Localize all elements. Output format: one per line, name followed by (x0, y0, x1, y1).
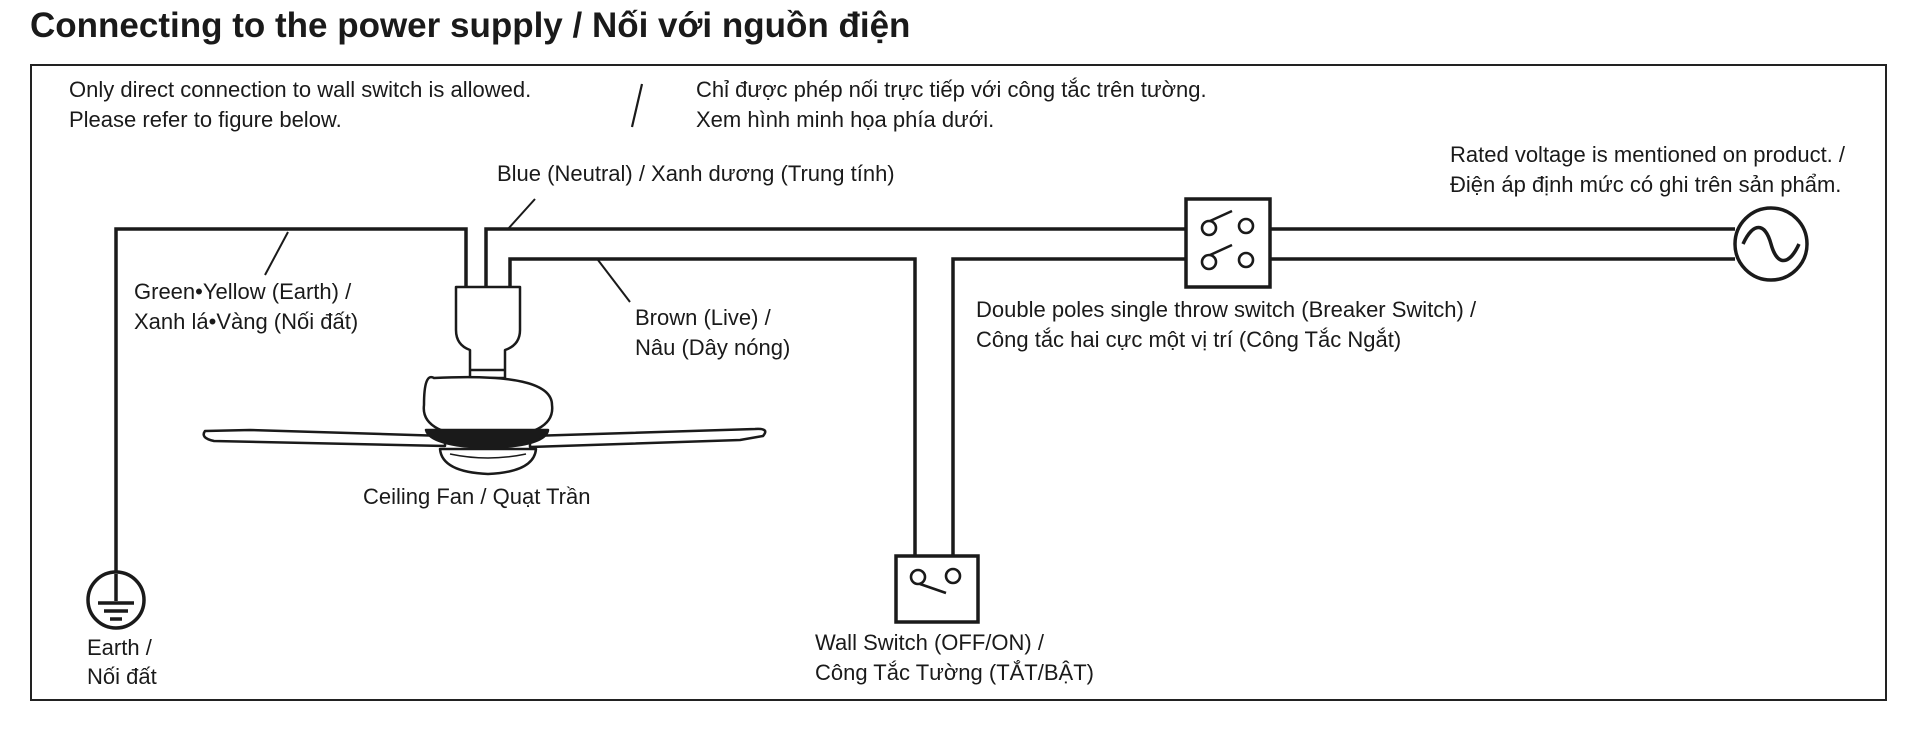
fan-canopy (456, 287, 520, 378)
label-brown-line2: Nâu (Dây nóng) (635, 335, 791, 360)
label-rated-voltage-line2: Điện áp định mức có ghi trên sản phẩm. (1450, 172, 1842, 197)
label-wall-switch-line1: Wall Switch (OFF/ON) / (815, 630, 1044, 655)
label-breaker-switch-line1: Double poles single throw switch (Breaker Switch) / (976, 297, 1477, 322)
label-green-yellow-line2: Xanh lá•Vàng (Nối đất) (134, 309, 359, 334)
label-earth-line2: Nối đất (87, 664, 157, 689)
label-ceiling-fan: Ceiling Fan / Quạt Trần (363, 484, 591, 509)
label-rated-voltage-line1: Rated voltage is mentioned on product. / (1450, 142, 1846, 167)
label-blue-neutral: Blue (Neutral) / Xanh dương (Trung tính) (497, 161, 895, 186)
note-vi-line2: Xem hình minh họa phía dưới. (696, 107, 995, 132)
note-en-line2: Please refer to figure below. (69, 107, 342, 132)
note-vi-line1: Chỉ được phép nối trực tiếp với công tắc trên tường. (696, 77, 1207, 102)
fan-light-cup (440, 449, 536, 474)
green-leader (265, 232, 288, 275)
label-wall-switch-line2: Công Tắc Tường (TẮT/BẬT) (815, 660, 1094, 685)
label-brown-line1: Brown (Live) / (635, 305, 771, 330)
fan-blade-left (204, 430, 445, 446)
note-en-line1: Only direct connection to wall switch is allowed. (69, 77, 532, 102)
label-earth-line1: Earth / (87, 635, 152, 660)
label-green-yellow-line1: Green•Yellow (Earth) / (134, 279, 352, 304)
fan-blade-right (530, 429, 765, 447)
label-breaker-switch-line2: Công tắc hai cực một vị trí (Công Tắc Ngắt) (976, 327, 1402, 352)
page-title: Connecting to the power supply / Nối với nguồn điện (30, 6, 911, 45)
blue-leader (508, 199, 535, 229)
brown-leader (598, 260, 630, 302)
note-separator-line (632, 84, 642, 127)
